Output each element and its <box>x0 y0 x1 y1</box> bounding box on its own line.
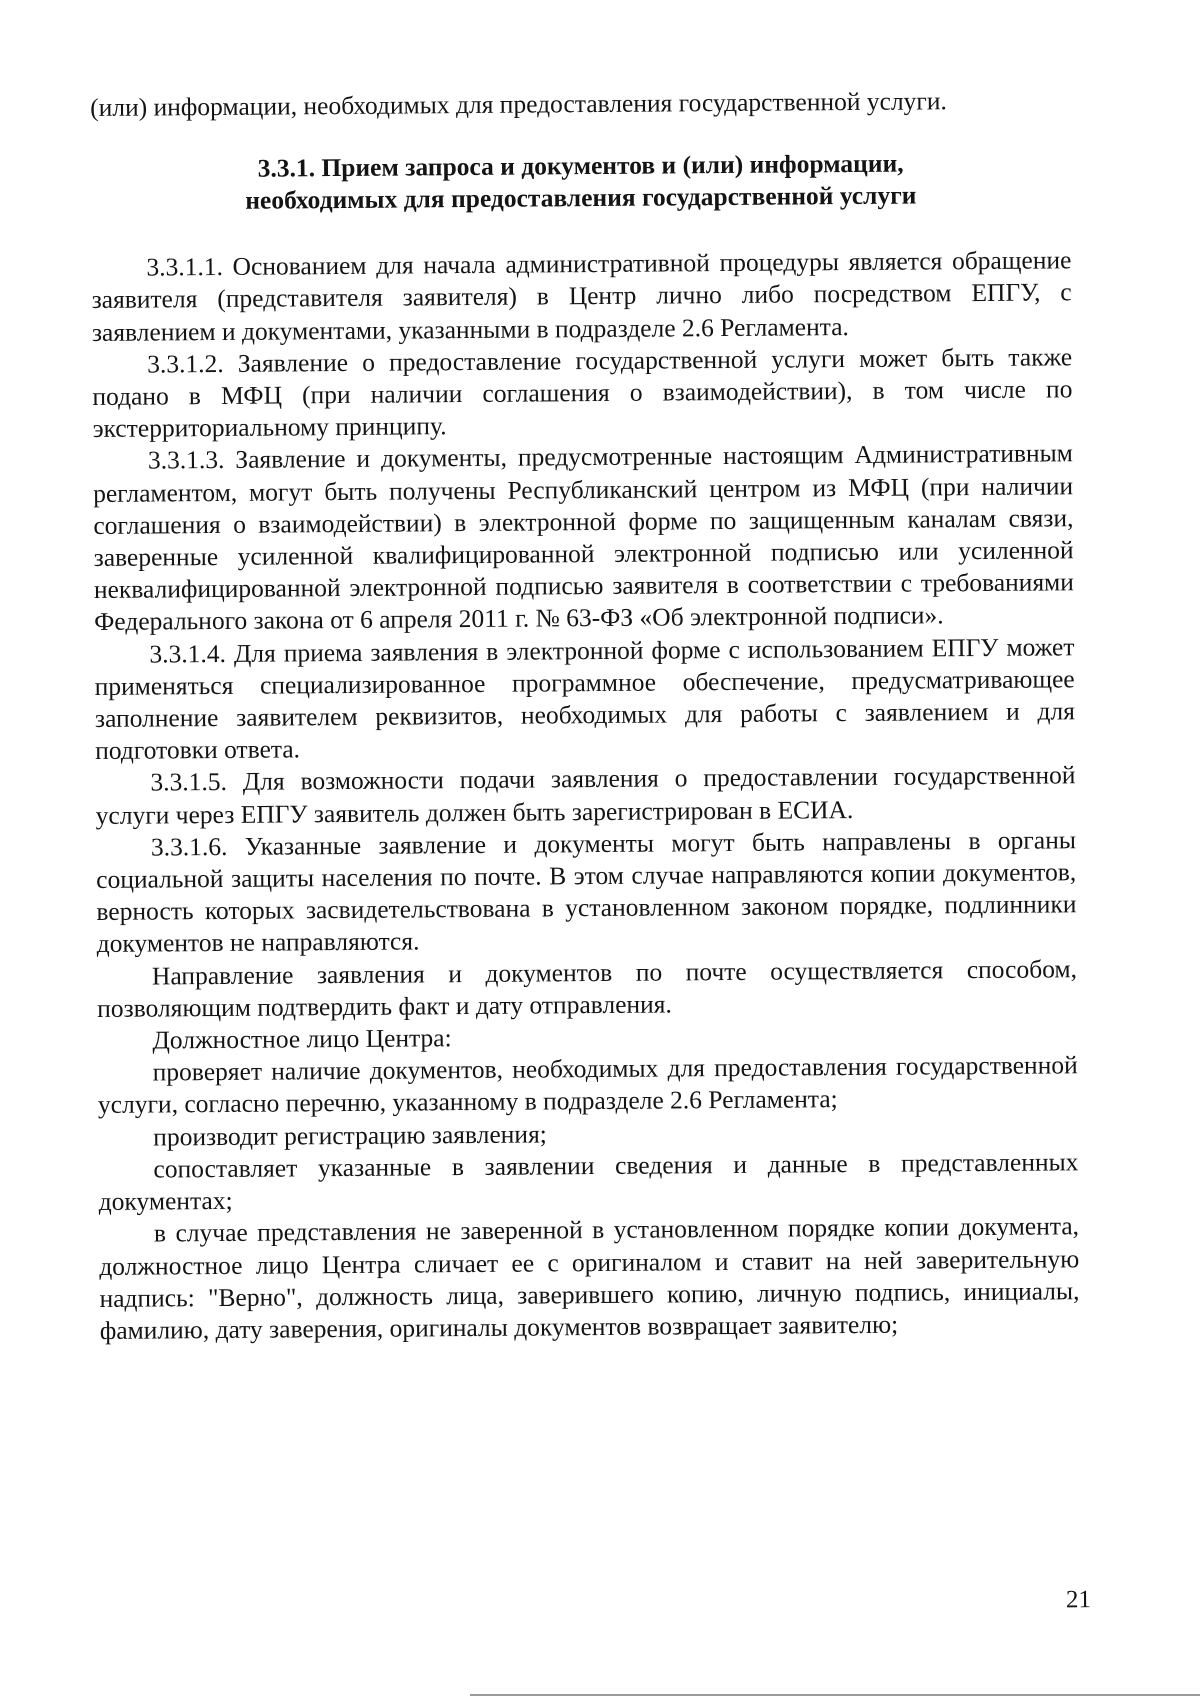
section-heading-line-1: 3.3.1. Прием запроса и документов и (или) информации, <box>257 148 904 183</box>
section-heading-line-2: необходимых для предоставления государственной услуги <box>245 180 917 215</box>
page-content <box>90 84 1080 1347</box>
page-number: 21 <box>1065 1586 1092 1614</box>
list-item-registers-application: производит регистрацию заявления; <box>153 1119 547 1152</box>
paragraph-3-3-1-6: 3.3.1.6. Указанные заявление и документы могут быть направлены в органы социальной защиты населения по почте. В этом случае направляются копии документов, верность которых засвидетельствована в установленном законом порядке, подлинники документов не направляются. <box>96 825 1077 959</box>
paragraph-3-3-1-3: 3.3.1.3. Заявление и документы, предусмотренные настоящим Административным регламентом, могут быть получены Республиканский центром из МФЦ (при наличии соглашения о взаимодействии) в электронной форме по защищенным каналам связи, заверенные усиленной квалифицированной электронной подписью или усиленной неквалифицированной электронной подписью заявителя в соответствии с требованиями Федерального закона от 6 апреля 2011 г. № 63-ФЗ «Об электронной подписи». <box>93 438 1075 637</box>
paragraph-3-3-1-1: 3.3.1.1. Основанием для начала административной процедуры является обращение заявителя (представителя заявителя) в Центр лично либо посредством ЕПГУ, с заявлением и документами, указанными в подразделе 2.6 Регламента. <box>91 245 1072 347</box>
list-item-compares-data: сопоставляет указанные в заявлении сведения и данные в представленных документах; <box>98 1147 1079 1217</box>
continuation-line: (или) информации, необходимых для предоставления государственной услуги. <box>90 86 947 122</box>
scan-edge-line <box>470 1694 1200 1696</box>
list-item-checks-documents: проверяет наличие документов, необходимых для предоставления государственной услуги, согласно перечню, указанному в подразделе 2.6 Регламента; <box>97 1050 1078 1120</box>
section-heading <box>91 146 1071 218</box>
paragraph-3-3-1-2: 3.3.1.2. Заявление о предоставление государственной услуги может быть также подано в МФЦ (при наличии соглашения о взаимодействии), в том числе по экстерриториальному принципу. <box>92 342 1073 444</box>
paragraph-mail-delivery: Направление заявления и документов по почте осуществляется способом, позволяющим подтвердить факт и дату отправления. <box>97 953 1078 1023</box>
paragraph-3-3-1-4: 3.3.1.4. Для приема заявления в электронной форме с использованием ЕПГУ может применяться специализированное программное обеспечение, предусматривающее заполнение заявителем реквизитов, необходимых для работы с заявлением и для подготовки ответа. <box>94 631 1076 766</box>
paragraph-official-intro: Должностное лицо Центра: <box>152 1023 452 1055</box>
list-item-certifies-copy: в случае представления не заверенной в установленном порядке копии документа, должностное лицо Центра сличает ее с оригиналом и ставит на ней заверительную надпись: "Верно", должность лица, заверившего копию, личную подпись, инициалы, фамилию, дату заверения, оригиналы документов возвращает заявителю; <box>99 1211 1080 1345</box>
paragraph-3-3-1-5: 3.3.1.5. Для возможности подачи заявления о предоставлении государственной услуги через ЕПГУ заявитель должен быть зарегистрирован в ЕСИА. <box>95 760 1076 830</box>
